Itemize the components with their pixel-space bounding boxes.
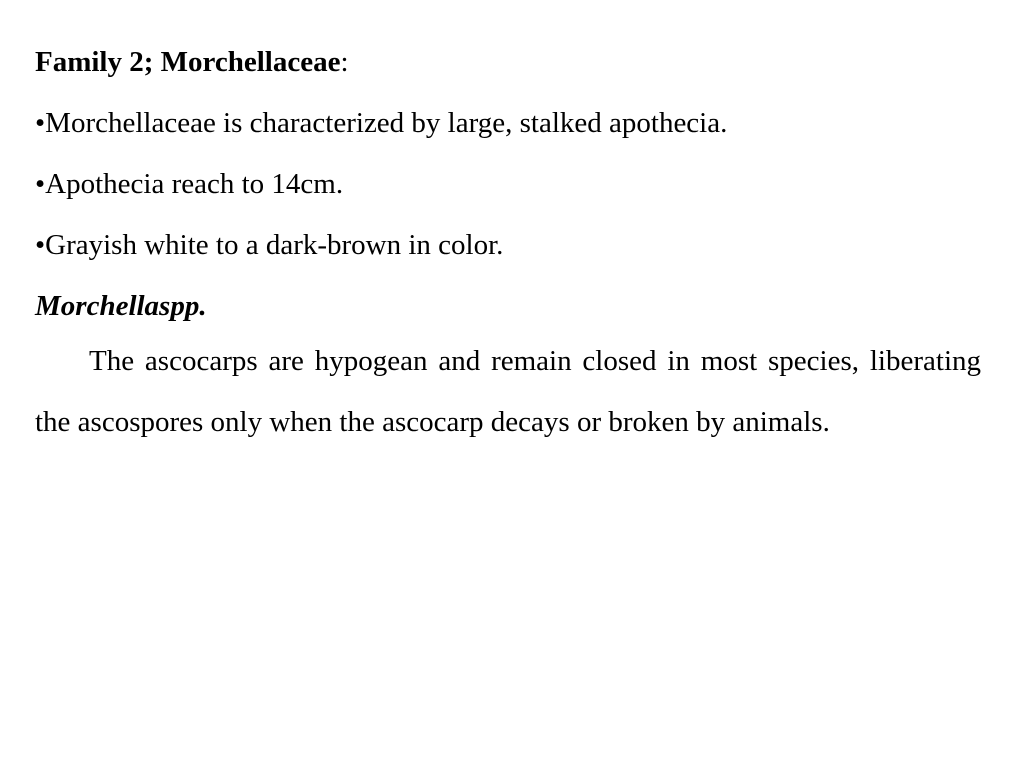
section-heading [35, 37, 981, 87]
bullet-item: •Morchellaceae is characterized by large, stalked apothecia. [35, 107, 728, 139]
description-paragraph: The ascocarps are hypogean and remain closed in most species, liberating the ascospores only when the ascocarp decays or broken by animals. [35, 345, 981, 438]
heading-colon: : [340, 46, 349, 78]
bullet-list [35, 98, 981, 281]
heading-text: Family 2; Morchellaceae [35, 46, 341, 78]
bullet-item: •Apothecia reach to 14cm. [35, 168, 344, 200]
bullet-item: •Grayish white to a dark-brown in color. [35, 229, 504, 261]
genus-subheading: Morchellaspp. [35, 290, 207, 322]
